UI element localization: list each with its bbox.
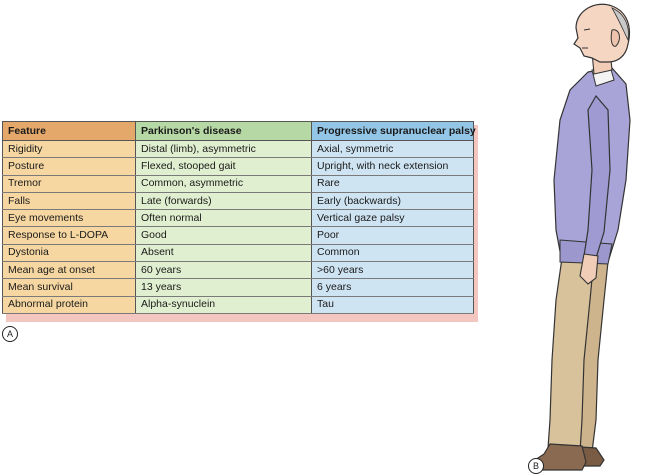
cell-parkinsons: Often normal: [136, 210, 312, 227]
cell-parkinsons: Distal (limb), asymmetric: [136, 141, 312, 158]
panel-label-b: B: [528, 458, 544, 474]
table-row: [3, 279, 474, 296]
cell-feature: Abnormal protein: [3, 296, 136, 313]
table-row: [3, 244, 474, 261]
table-header-row: [3, 122, 474, 141]
cell-psp: >60 years: [312, 262, 474, 279]
cell-parkinsons: 13 years: [136, 279, 312, 296]
cell-parkinsons: Absent: [136, 244, 312, 261]
cell-feature: Falls: [3, 192, 136, 209]
table-row: [3, 262, 474, 279]
comparison-table-panel: [2, 121, 474, 314]
table-row: [3, 175, 474, 192]
cell-psp: Common: [312, 244, 474, 261]
cell-feature: Rigidity: [3, 141, 136, 158]
cell-parkinsons: Flexed, stooped gait: [136, 158, 312, 175]
cell-parkinsons: 60 years: [136, 262, 312, 279]
cell-feature: Dystonia: [3, 244, 136, 261]
cell-psp: Tau: [312, 296, 474, 313]
cell-parkinsons: Good: [136, 227, 312, 244]
cell-feature: Posture: [3, 158, 136, 175]
cell-psp: Upright, with neck extension: [312, 158, 474, 175]
cell-psp: Axial, symmetric: [312, 141, 474, 158]
cell-psp: Poor: [312, 227, 474, 244]
cell-psp: Vertical gaze palsy: [312, 210, 474, 227]
standing-man-icon: [500, 0, 650, 476]
cell-parkinsons: Alpha-synuclein: [136, 296, 312, 313]
cell-feature: Eye movements: [3, 210, 136, 227]
table-row: [3, 192, 474, 209]
cell-feature: Mean survival: [3, 279, 136, 296]
cell-psp: Early (backwards): [312, 192, 474, 209]
cell-psp: Rare: [312, 175, 474, 192]
comparison-table: [2, 121, 474, 314]
cell-feature: Mean age at onset: [3, 262, 136, 279]
cell-feature: Response to L-DOPA: [3, 227, 136, 244]
table-row: [3, 210, 474, 227]
header-parkinsons: Parkinson's disease: [136, 122, 312, 141]
table-row: [3, 227, 474, 244]
header-psp: Progressive supranuclear palsy: [312, 122, 474, 141]
cell-psp: 6 years: [312, 279, 474, 296]
panel-label-a: A: [2, 326, 18, 342]
table-row: [3, 141, 474, 158]
table-row: [3, 158, 474, 175]
table-row: [3, 296, 474, 313]
cell-feature: Tremor: [3, 175, 136, 192]
cell-parkinsons: Common, asymmetric: [136, 175, 312, 192]
header-feature: Feature: [3, 122, 136, 141]
cell-parkinsons: Late (forwards): [136, 192, 312, 209]
